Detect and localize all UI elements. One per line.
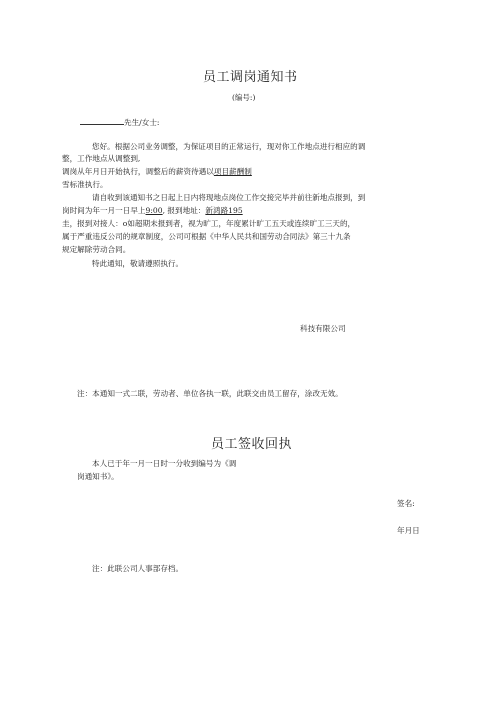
p2-line2-mid: , 报到地址： [162, 206, 206, 215]
p1-line4: 雪标准执行。 [62, 180, 108, 189]
notice-footnote: 注：本通知一式二联，劳动者、单位各执一联，此联交由员工留存，涂改无效。 [77, 389, 343, 398]
p1-line1: 您好。根据公司业务调整，为保证项目的正常运行，现对你工作地点进行相应的调 [92, 142, 366, 151]
p1-line2: 整，工作地点从调整到, [62, 154, 141, 163]
notice-title: 员工调岗通知书 [203, 70, 298, 85]
receipt-footnote: 注：此联公司人事部存档。 [92, 564, 184, 573]
receipt-line2: 岗通知书》。 [77, 472, 119, 481]
salutation-line [80, 116, 160, 128]
p2-line2 [62, 205, 243, 216]
salutation: 先生/女士: [124, 118, 160, 127]
closing-line: 特此通知，敬请遵照执行。 [92, 259, 184, 268]
salary-standard-link: 项目薪酬制 [213, 167, 252, 176]
date-label: 年月日 [397, 526, 420, 535]
p2-line3: 圭，报到对接人：o如超期未报到者，视为旷工，年度累计旷工五天或连续旷工三天的， [62, 219, 356, 228]
notice-number: (编号:) [232, 93, 256, 102]
signature-label: 签名: [397, 499, 415, 508]
report-time: 9:00 [145, 206, 163, 215]
p1-line3 [62, 166, 252, 177]
p2-line2-text: 岗时间为年一月一日早上 [62, 206, 146, 215]
p2-line1: 请自收到该通知书之日起上日内将现地点岗位工作交接完毕并前往新地点报到，到 [92, 193, 366, 202]
receipt-title: 员工签收回执 [211, 437, 293, 452]
receipt-line1: 本人已于年一月一日时一分收到编号为《调 [92, 459, 237, 468]
company-name: 科技有限公司 [300, 324, 346, 333]
p2-line4: 属于严重违反公司的规章制度，公司可根据《中华人民共和国劳动合同法》第三十九条 [62, 232, 351, 241]
name-blank [80, 116, 124, 125]
report-address: 新鸿路195 [205, 206, 243, 215]
p2-line5: 规定解除劳动合同。 [62, 245, 131, 254]
p1-line3-text: 调岗从年月日开始执行，调整后的薪资待遇以 [62, 167, 214, 176]
